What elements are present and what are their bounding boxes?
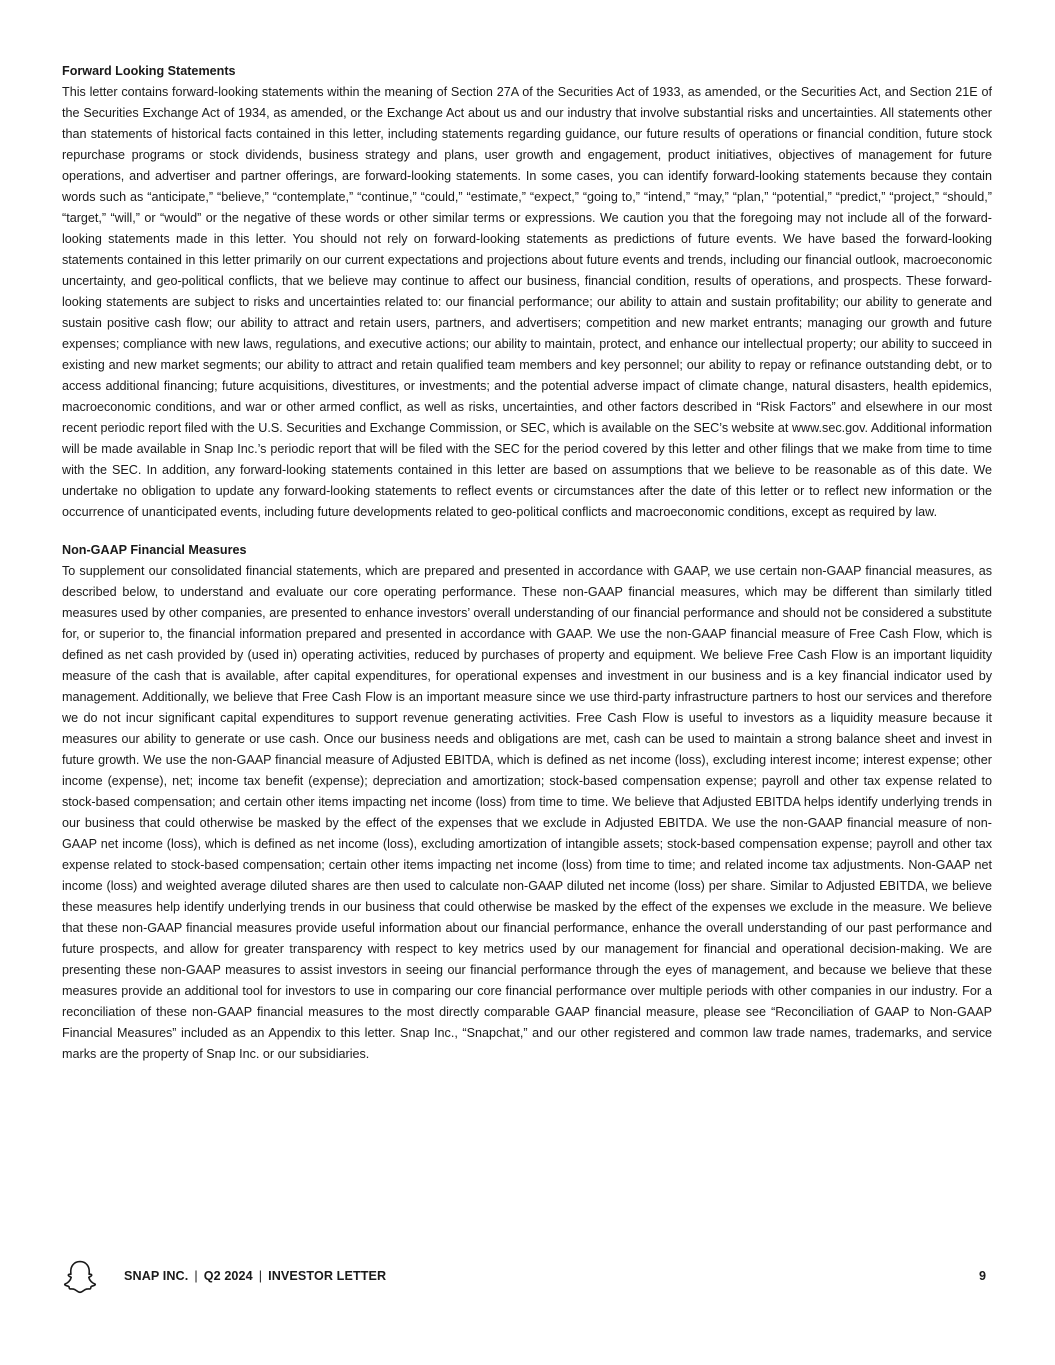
footer-document: INVESTOR LETTER bbox=[268, 1269, 387, 1283]
snapchat-ghost-icon bbox=[62, 1259, 98, 1295]
footer-separator: | bbox=[194, 1269, 198, 1283]
forward-looking-section bbox=[62, 61, 992, 523]
page-number: 9 bbox=[978, 1269, 986, 1283]
forward-looking-body: This letter contains forward-looking statements within the meaning of Section 27A of the Securities Act of 1933, as amended, or the Securities Act, and Section 21E of the Securities Exchange Act of 1934, as amended, or the Exchange Act about us and our industry that involve substantial risks and uncertainties. All statements other than statements of historical facts contained in this letter, including statements regarding guidance, our future results of operations or financial condition, future stock repurchase programs or stock dividends, business strategy and plans, user growth and engagement, product initiatives, objectives of management for future operations, and advertiser and partner offerings, are forward-looking statements. In some cases, you can identify forward-looking statements because they contain words such as “anticipate,” “believe,” “contemplate,” “continue,” “could,” “estimate,” “expect,” “going to,” “intend,” “may,” “plan,” “potential,” “predict,” “project,” “should,” “target,” “will,” or “would” or the negative of these words or other similar terms or expressions. We caution you that the foregoing may not include all of the forward-looking statements made in this letter. You should not rely on forward-looking statements as predictions of future events. We have based the forward-looking statements contained in this letter primarily on our current expectations and projections about future events and trends, including our financial outlook, macroeconomic uncertainty, and geo-political conflicts, that we believe may continue to affect our business, financial condition, results of operations, and prospects. These forward-looking statements are subject to risks and uncertainties related to: our financial performance; our ability to attain and sustain profitability; our ability to generate and sustain positive cash flow; our ability to attract and retain users, partners, and advertisers; competition and new market entrants; managing our growth and future expenses; compliance with new laws, regulations, and executive actions; our ability to maintain, protect, and enhance our intellectual property; our ability to succeed in existing and new market segments; our ability to attract and retain qualified team members and key personnel; our ability to repay or refinance outstanding debt, or to access additional financing; future acquisitions, divestitures, or investments; and the potential adverse impact of climate change, natural disasters, health epidemics, macroeconomic conditions, and war or other armed conflict, as well as risks, uncertainties, and other factors described in “Risk Factors” and elsewhere in our most recent periodic report filed with the U.S. Securities and Exchange Commission, or SEC, which is available on the SEC’s website at www.sec.gov. Additional information will be made available in Snap Inc.’s periodic report that will be filed with the SEC for the period covered by this letter and other filings that we make from time to time with the SEC. In addition, any forward-looking statements contained in this letter are based on assumptions that we believe to be reasonable as of this date. We undertake no obligation to update any forward-looking statements to reflect events or circumstances after the date of this letter or to reflect new information or the occurrence of unanticipated events, including future developments related to geo-political conflicts and macroeconomic conditions, except as required by law. bbox=[62, 85, 992, 519]
footer-quarter: Q2 2024 bbox=[203, 1269, 253, 1283]
non-gaap-heading: Non-GAAP Financial Measures bbox=[62, 543, 247, 557]
footer-title bbox=[124, 1269, 386, 1283]
non-gaap-section bbox=[62, 540, 992, 1065]
page-content bbox=[62, 61, 992, 1065]
section-spacer bbox=[62, 523, 992, 540]
footer-separator: | bbox=[258, 1269, 263, 1283]
non-gaap-body: To supplement our consolidated financial statements, which are prepared and presented in accordance with GAAP, we use certain non-GAAP financial measures, as described below, to understand and evaluate our core operating performance. These non-GAAP financial measures, which may be different than similarly titled measures used by other companies, are presented to enhance investors’ overall understanding of our financial performance and should not be considered a substitute for, or superior to, the financial information prepared and presented in accordance with GAAP. We use the non-GAAP financial measure of Free Cash Flow, which is defined as net cash provided by (used in) operating activities, reduced by purchases of property and equipment. We believe Free Cash Flow is an important liquidity measure of the cash that is available, after capital expenditures, for operational expenses and investment in our business and is a key financial indicator used by management. Additionally, we believe that Free Cash Flow is an important measure since we use third-party infrastructure partners to host our services and therefore we do not incur significant capital expenditures to support revenue generating activities. Free Cash Flow is useful to investors as a liquidity measure because it measures our ability to generate or use cash. Once our business needs and obligations are met, cash can be used to maintain a strong balance sheet and invest in future growth. We use the non-GAAP financial measure of Adjusted EBITDA, which is defined as net income (loss), excluding interest income; interest expense; other income (expense), net; income tax benefit (expense); depreciation and amortization; stock-based compensation expense; payroll and other tax expense related to stock-based compensation; and certain other items impacting net income (loss) from time to time. We believe that Adjusted EBITDA helps identify underlying trends in our business that could otherwise be masked by the effect of the expenses that we exclude in Adjusted EBITDA. We use the non-GAAP financial measure of non-GAAP net income (loss), which is defined as net income (loss), excluding amortization of intangible assets; stock-based compensation expense; payroll and other tax expense related to stock-based compensation; certain other items impacting net income (loss) from time to time; and related income tax adjustments. Non-GAAP net income (loss) and weighted average diluted shares are then used to calculate non-GAAP diluted net income (loss) per share. Similar to Adjusted EBITDA, we believe these measures help identify underlying trends in our business that could otherwise be masked by the effect of the expenses we exclude in the measure. We believe that these non-GAAP financial measures provide useful information about our financial performance, enhance the overall understanding of our past performance and future prospects, and allow for greater transparency with respect to key metrics used by our management for financial and operational decision-making. We are presenting these non-GAAP measures to assist investors in seeing our financial performance through the eyes of management, and because we believe that these measures provide an additional tool for investors to use in comparing our core financial performance over multiple periods with other companies in our industry. For a reconciliation of these non-GAAP financial measures to the most directly comparable GAAP financial measure, please see “Reconciliation of GAAP to Non-GAAP Financial Measures” included as an Appendix to this letter. Snap Inc., “Snapchat,” and our other registered and common law trade names, trademarks, and service marks are the property of Snap Inc. or our subsidiaries. bbox=[62, 564, 992, 1061]
page-footer bbox=[62, 1258, 992, 1296]
footer-company: SNAP INC. bbox=[124, 1269, 189, 1283]
forward-looking-heading: Forward Looking Statements bbox=[62, 64, 236, 78]
